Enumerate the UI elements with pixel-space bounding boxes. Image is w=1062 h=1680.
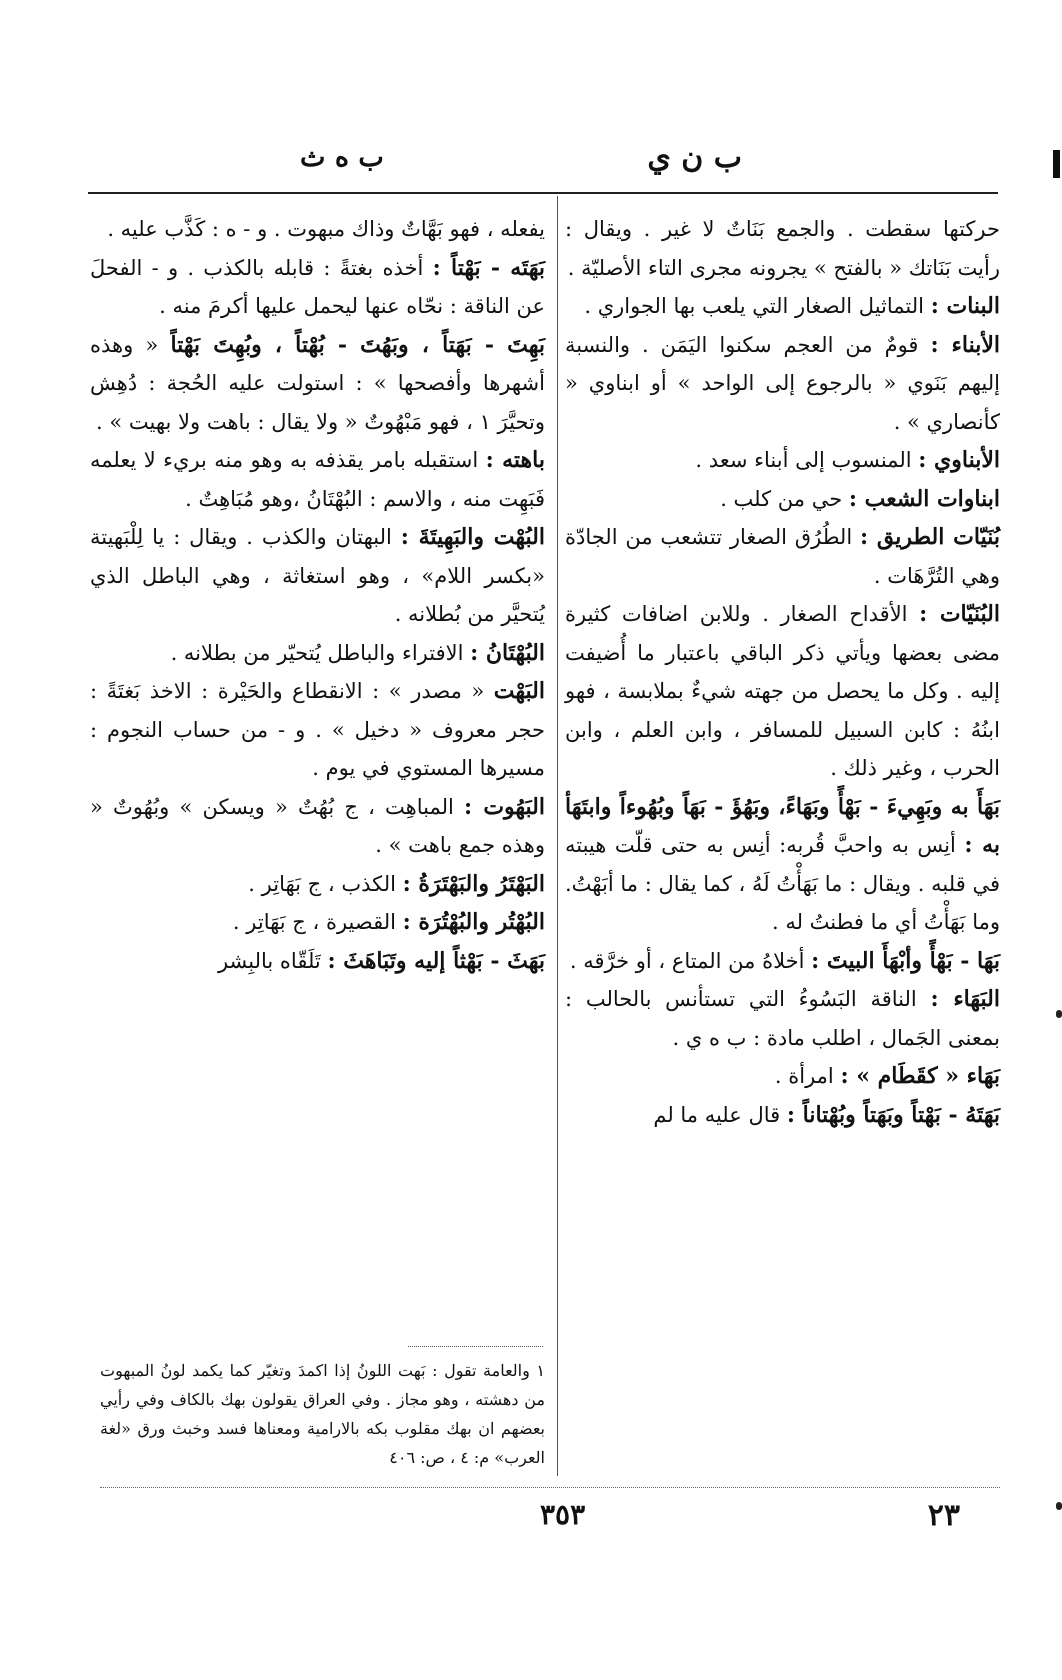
entry-headword: البُهْتُر والبُهْتُرَة : [402,909,545,935]
scan-edge-dot [1056,1010,1062,1018]
entry [565,326,1000,442]
scan-edge-dot [1056,1502,1062,1510]
entry [565,595,1000,788]
entry-text: استقبله بامر يقذفه به وهو منه بريء لا يعلمه فَبَهِت منه ، والاسم : البُهْتَانُ ،وهو مُبَاهِتٌ . [90,448,545,511]
entry [90,634,545,673]
entry [90,672,545,788]
entry-text: أنِس به واحبَّ قُربه: أنِس به حتى قلّت هيبته في قلبه . ويقال : ما بَهَأْتُ لَهُ ، كما يقال : ما أبَهْتُ. وما بَهَأْتُ أي ما فطنتُ له . [565,833,1000,934]
scan-edge-mark [1053,150,1060,178]
entry-text: الافتراء والباطل يُتحيّر من بطلانه . [170,640,464,665]
entry-text: الطُرُق الصغار تتشعب من الجادّة وهي التُرَّهَات . [565,525,1000,588]
entry [90,865,545,904]
entry-text: القصيرة ، ج بَهَاتِر . [232,910,396,934]
entry-headword: البنات : [930,293,1000,319]
entry [565,788,1000,942]
entry-text: يفعله ، فهو بَهَّاتٌ وذاك مبهوت . و - ه : كَذَّب عليه . [107,217,545,241]
entry [90,326,545,442]
entry-headword: البَهَاء : [930,986,1000,1012]
entry-headword: بَهَتَه - بَهْتاً : [432,254,545,281]
entry-text: الكذب ، ج بَهَاتِر . [248,871,396,896]
entry-text: أخلاهُ من المتاع ، أو خرَّقه . [569,948,805,973]
entry-text: « مصدر » : الانقطاع والحَيْرة : الاخذ بَغتَةً : حجر معروف « دخيل » . و - من حساب النجوم : مسيرها المستوي في يوم . [90,679,545,780]
entry-text: « وهذه أشهرها وأفصحها » : استولت عليه الحُجة : دُهِش وتحيَّرَ ١ ، فهو مَبْهُوتٌ « ولا يقال : باهت ولا بهيت » . [90,332,545,434]
entry-text: الأقداح الصغار . وللابن اضافات كثيرة مضى بعضها ويأتي ذكر الباقي باعتبار ما أُضيفت إليه . وكل ما يحصل من جهته شيءٌ بملابسة ، فهو ابنُهُ : كابن السبيل للمسافر ، وابن العلم ، وابن الحرب ، وغير ذلك . [565,602,1000,780]
page-number-left: ٣٥٣ [540,1498,586,1531]
entry-headword: ابناوات الشعب : [848,485,1000,512]
entry-headword: البُهْتَانُ : [470,639,545,666]
footer-rule [100,1487,1000,1488]
entry-headword: البَهْت [493,678,545,704]
entry [565,1096,1000,1135]
entry-text: امرأة . [774,1064,834,1088]
entry-headword: الأبناء : [930,331,1000,358]
entry-text: التماثيل الصغار التي يلعب بها الجواري . [584,294,925,318]
entry-headword: باهته : [485,447,545,473]
footnote-rule [408,1346,543,1347]
page-header-root-right: ب ن ي [647,140,742,175]
entry [565,480,1000,519]
entry-text: الناقة البَسُوءُ التي تستأنس بالحالب : بمعنى الجَمال ، اطلب مادة : ب ه ي . [565,987,1000,1050]
entry-headword: بَهَتَهُ - بَهْتاً وبَهَتاً وبُهْتاناً : [786,1101,1000,1128]
header-rule [88,192,998,194]
entry-headword: الأبناوي : [918,447,1000,473]
entry-headword: بَهَاء « كقَطَام » : [840,1063,1000,1089]
page-header-root-left: ب ه ث [300,142,384,173]
entry [565,287,1000,326]
entry [90,210,545,249]
footnote: ١ والعامة تقول : بَهت اللونُ إذا اكمدَ وتغيّر كما يكمد لونُ المبهوت من دهشته ، وهو مجاز . وفي العراق يقولون بهك بالكاف وفي رأيي بعضهم ان بهك مقلوب بكه بالارامية ومعناها فسد وخبث ورق «لغة العرب» م: ٤ ، ص: ٤٠٦ [100,1361,545,1467]
entry [90,788,545,865]
left-column [90,210,545,980]
entry-headword: بَهَأَ به وبَهِيءَ - بَهْأً وبَهَاءً، وبَهُؤَ - بَهَاً وبُهُوءاً وابتَهَأ به : [565,793,1000,858]
entry-text: قومٌ من العجم سكنوا اليَمَن . والنسبة إليهم بَنَوي « بالرجوع إلى الواحد » أو ابناوي « كأنصاري » . [565,332,1000,434]
entry [565,441,1000,480]
entry [90,249,545,326]
entry-headword: البُنَيّات : [919,601,1000,627]
entry-headword: بَهَثَ - بَهْثاً إليه وتَبَاهَثَ : [327,947,545,974]
entry-text: البهتان والكذب . ويقال : يا لِلْبَهيتة «بكسر اللام» ، وهو استغاثة ، وهي الباطل الذي يُتحيَّر من بُطلانه . [90,525,545,626]
entry [565,210,1000,287]
entry [90,518,545,634]
entry-text: المنسوب إلى أبناء سعد . [695,448,912,472]
entry-text: أخذه بغتةً : قابله بالكذب . و - الفحلَ عن الناقة : نحّاه عنها ليحمل عليها أكرمَ منه . [90,255,545,318]
right-column [565,210,1000,1134]
entry-headword: البَهْتَرُ والبَهْتَرَةُ : [402,870,545,897]
entry-headword: البَهُوت : [464,793,545,820]
entry [90,942,545,981]
entry-text: المباهِت ، ج بُهُتٌ « ويسكن » وبُهُوتٌ « وهذه جمع باهت » . [90,794,545,857]
entry-text: حركتها سقطت . والجمع بَنَاتٌ لا غير . ويقال : رأيت بَنَاتك « بالفتح » يجرونه مجرى التاء الأصليّة . [565,217,1000,280]
entry-headword: بُنَيّات الطريق : [859,524,1000,550]
column-divider [557,196,558,1476]
entry [565,980,1000,1057]
entry-text: قال عليه ما لم [653,1102,781,1127]
entry [565,1057,1000,1096]
page-number-right: ٢٣ [927,1498,960,1533]
entry [565,942,1000,981]
entry-headword: بَهَا - بَهْأً وأبْهَأَ البيتَ : [811,947,1000,974]
entry-headword: البُهْت والبَهِيتَةَ : [400,524,545,550]
entry [565,518,1000,595]
entry [90,903,545,942]
entry [90,441,545,518]
entry-headword: بَهِتَ - بَهَتاً ، وبَهُتَ - بُهْتاً ، وبُهِتَ بَهْتاً [170,331,545,358]
entry-text: حي من كلب . [720,486,843,511]
entry-text: تَلَقّاه بالبِشر [217,948,321,973]
